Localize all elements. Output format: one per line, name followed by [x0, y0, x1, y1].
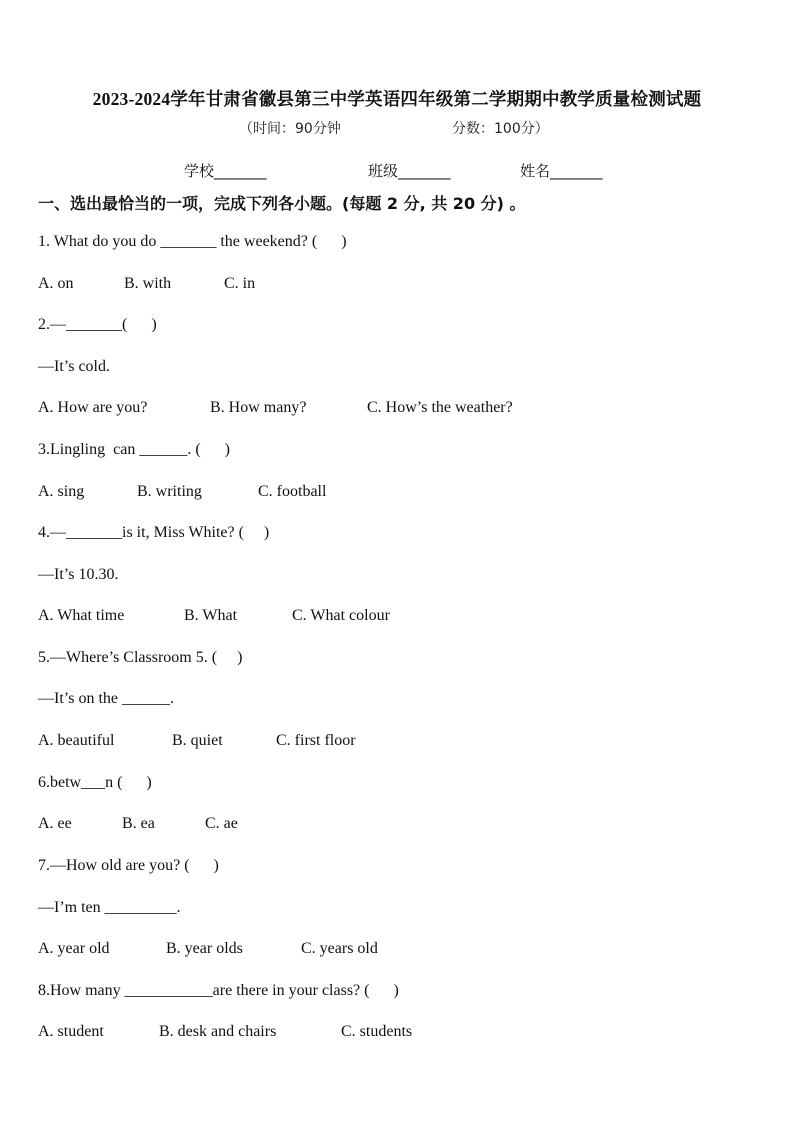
option-a: A. sing [38, 483, 85, 500]
option-b: B. ea [122, 815, 155, 832]
option-c: C. football [258, 483, 327, 500]
question-stem: 5.—Where’s Classroom 5. ( ) [38, 649, 243, 666]
option-a: A. ee [38, 815, 72, 832]
option-c: C. first floor [276, 732, 356, 749]
option-a: A. beautiful [38, 732, 115, 749]
question-stem: 6.betw___n ( ) [38, 774, 152, 791]
option-c: C. in [224, 275, 256, 292]
class-field: 班级_______ [368, 162, 451, 180]
name-field: 姓名_______ [520, 162, 603, 180]
exam-title: 2023-2024学年甘肃省徽县第三中学英语四年级第二学期期中教学质量检测试题 [92, 89, 702, 109]
question-stem: 7.—How old are you? ( ) [38, 857, 219, 874]
question-stem: 2.—_______( ) [38, 316, 157, 333]
section-heading: 一、选出最恰当的一项，完成下列各小题。(每题 2 分, 共 20 分) 。 [38, 194, 526, 213]
option-b: B. desk and chairs [159, 1023, 277, 1040]
option-c: C. years old [301, 940, 378, 957]
question-response: —I’m ten _________. [38, 899, 181, 916]
option-b: B. What [184, 607, 238, 624]
option-c: C. What colour [292, 607, 390, 624]
option-c: C. How’s the weather? [367, 399, 513, 416]
question-stem: 8.How many ___________are there in your class? ( ) [38, 982, 399, 999]
question-response: —It’s cold. [38, 358, 110, 375]
exam-time: （时间：90分钟 [239, 121, 341, 137]
option-b: B. year olds [166, 940, 243, 957]
option-a: A. How are you? [38, 399, 148, 416]
question-response: —It’s 10.30. [38, 566, 119, 583]
option-b: B. with [124, 275, 172, 292]
school-field: 学校_______ [184, 162, 267, 180]
question-response: —It’s on the ______. [38, 690, 174, 707]
question-stem: 3.Lingling can ______. ( ) [38, 441, 230, 458]
question-stem: 4.—_______is it, Miss White? ( ) [38, 524, 270, 541]
option-b: B. writing [137, 483, 202, 500]
option-b: B. How many? [210, 399, 307, 416]
option-c: C. ae [205, 815, 238, 832]
option-b: B. quiet [172, 732, 223, 749]
option-a: A. student [38, 1023, 104, 1040]
exam-score: 分数：100分） [452, 121, 549, 137]
option-a: A. What time [38, 607, 125, 624]
question-stem: 1. What do you do _______ the weekend? ( ) [38, 233, 347, 250]
option-a: A. year old [38, 940, 110, 957]
option-a: A. on [38, 275, 74, 292]
option-c: C. students [341, 1023, 413, 1040]
